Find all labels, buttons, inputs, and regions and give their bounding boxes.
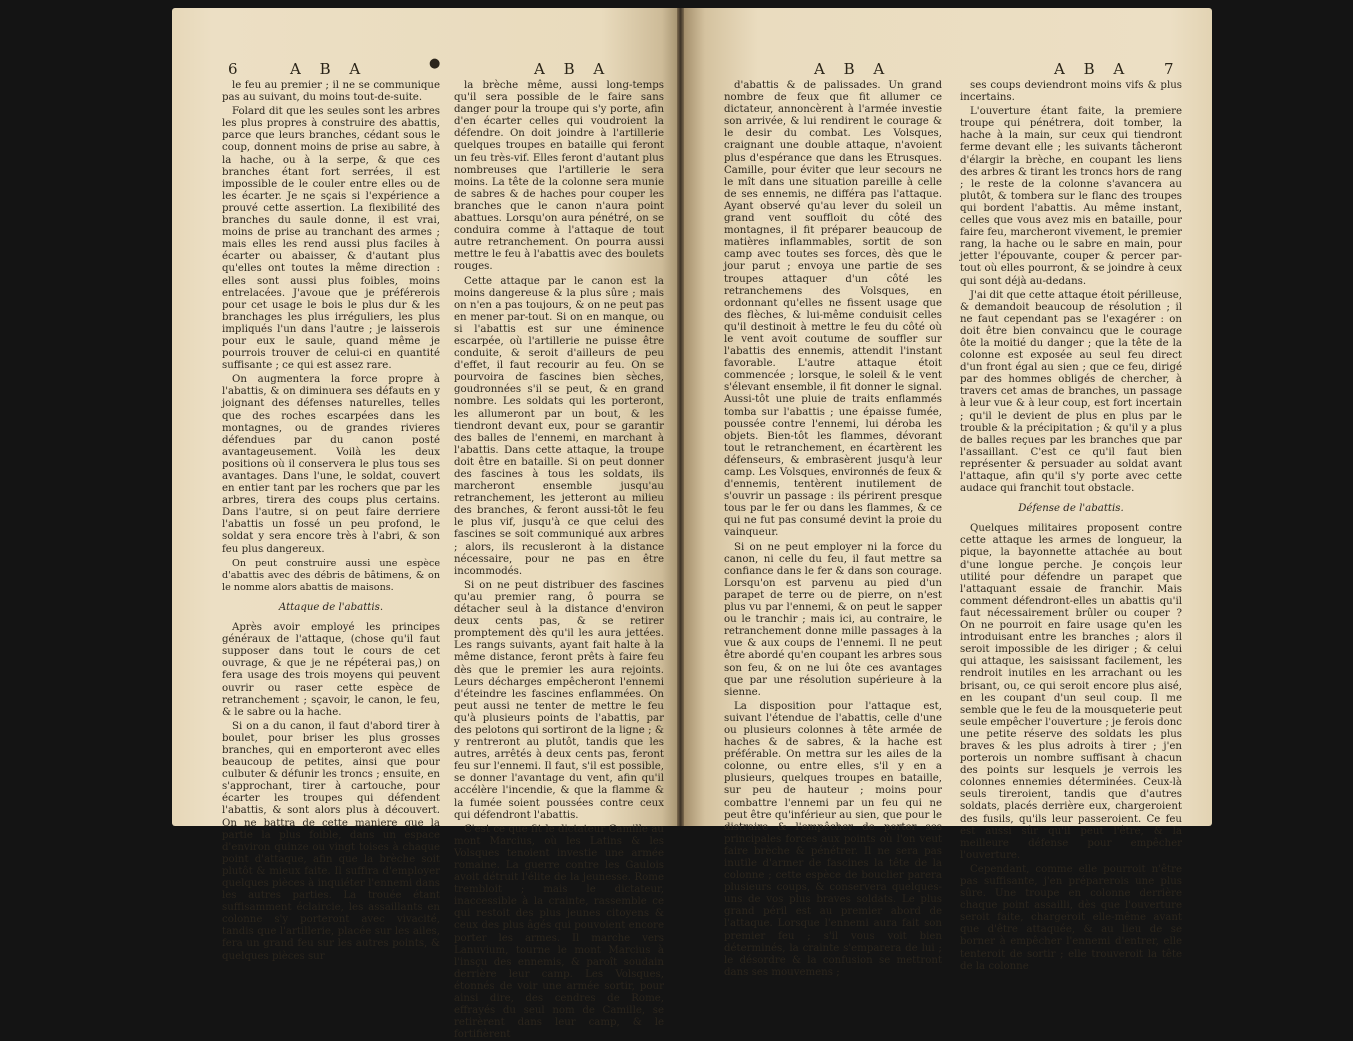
paragraph: Si on a du canon, il faut d'abord tirer à boulet, pour briser les plus grosses branches, qui en emporteront avec elles beaucoup de petites, ainsi que pour culbuter & défunir les troncs ; ensuite, en s'approchant, tirer à cartouche, pour écarter les troupes qui défendent l'abattis, & sont alors plus à découvert. On ne battra de cette maniere que la partie la plus foible, dans un espace d'environ quinze ou vingt toises à chaque point d'attaque, afin que la brèche soit plutôt & mieux faite. Il suffira d'employer quelques pièces à inquiéter l'ennemi dans les autres parties. La trouée étant suffisamment éclaircie, les assaillants en colonne s'y porteront avec vivacité, tandis que l'artillerie, placée sur les ailes, fera un grand feu sur les autres points, & quelques pièces sur <box>222 720 440 962</box>
section-heading: Attaque de l'abattis. <box>278 601 384 613</box>
text-column <box>454 80 664 1041</box>
text-column <box>222 80 440 962</box>
book-gutter <box>677 8 684 826</box>
running-head: A B A <box>290 60 368 78</box>
left-page <box>172 8 677 1041</box>
paragraph: Si on ne peut distribuer des fascines qu'au premier rang, ô pourra se détacher seul à la distance d'environ deux cents pas, & se retirer promptement dès qu'il les aura jettées. Les rangs suivants, ayant fait halte à la même distance, feront prêts à faire feu dès que le premier les aura rejoints. Leurs décharges empêcheront l'ennemi d'éteindre les fascines enflammées. On peut aussi ne tenter de mettre le feu qu'à plusieurs points de l'abattis, par des pelotons qui sortiront de la ligne ; & y rentreront au plutôt, tandis que les autres, arrêtés à deux cents pas, feront feu sur l'ennemi. Il faut, s'il est possible, se donner l'avantage du vent, afin qu'il accélère l'incendie, & que la flamme & la fumée soient poussées contre ceux qui défendront l'abattis. <box>454 579 664 821</box>
paragraph: C'est ce que fit le dictateur Camille au mont Marcius, où les Latins & les Volsques tenoient investie une armée romaine. La guerre contre les Gaulois avoit détruit l'élite de la jeunesse. Rome trembloit ; mais le dictateur, inaccessible à la crainte, rassemble ce qui restoit des plus jeunes citoyens & ceux des plus âgés qui pouvoient encore porter les armes. Il marche vers Lanuvium, tourne le mont Marcius à l'insçu des ennemis, & paroît soudain derrière leur camp. Les Volsques, étonnés de voir une armée sortir, pour ainsi dire, des cendres de Rome, effrayés du seul nom de Camille, se retirèrent dans leur camp, & le fortifièrent <box>454 823 664 1041</box>
paragraph: L'ouverture étant faite, la premiere troupe qui pénétrera, doit tomber, la hache à la main, sur ceux qui tiendront ferme devant elle ; les suivants tâcheront d'élargir la brèche, en coupant les liens des arbres & tirant les troncs hors de rang ; le reste de la colonne s'avancera au plutôt, & tombera sur le flanc des troupes qui bordent l'abattis. Au même instant, celles que vous avez mis en bataille, pour faire feu, marcheront vivement, le premier rang, la hache ou le sabre en main, pour jetter l'épouvante, couper & percer par-tout où elles pourront, & se joindre à ceux qui sont déjà au-dedans. <box>960 106 1182 287</box>
paragraph: la brèche même, aussi long-temps qu'il sera possible de le faire sans danger pour la troupe qui s'y porte, afin d'en écarter celles qui voudroient la défendre. On doit joindre à l'artillerie quelques troupes en bataille qui feront un feu très-vif. Elles feront d'autant plus nombreuses que l'artillerie le sera moins. La tête de la colonne sera munie de sabres & de haches pour couper les branches que le canon n'aura point abattues. Lorsqu'on aura pénétré, on se conduira comme à l'attaque de tout autre retranchement. On pourra aussi mettre le feu à l'abattis avec des boulets rouges. <box>454 80 664 273</box>
paragraph: d'abattis & de palissades. Un grand nombre de feux que fit allumer ce dictateur, annoncèrent à l'armée investie son arrivée, & lui rendirent le courage & le desir du combat. Les Volsques, craignant une double attaque, n'avoient plus d'espérance que dans les Etrusques. Camille, pour éviter que leur secours ne le mît dans une situation pareille à celle de ses ennemis, ne différa pas l'attaque. Ayant observé qu'au lever du soleil un grand vent souffloit du côté des montagnes, il fit préparer beaucoup de matières inflammables, sortit de son camp avec toutes ses forces, dès que le jour parut ; envoya une partie de ses troupes attaquer d'un côté les retranchemens des Volsques, en ordonnant qu'elles ne fissent usage que des flèches, & lui-même conduisit celles qu'il destinoit à mettre le feu du côté où le vent avoit coutume de souffler sur l'abattis des ennemis, attendit l'instant favorable. L'autre attaque étoit commencée ; lorsque, le soleil & le vent s'élevant ensemble, il fit donner le signal. Aussi-tôt une pluie de traits enflammés tomba sur l'abattis ; une épaisse fumée, poussée contre l'ennemi, lui déroba les objets. Bien-tôt les flammes, dévorant tout le retranchement, en écartèrent les défenseurs, & embrasèrent jusqu'à leur camp. Les Volsques, environnés de feux & d'ennemis, tentèrent inutilement de s'ouvrir un passage : ils périrent presque tous par le fer ou dans les flammes, & ce qui ne fut pas consumé devint la proie du vainqueur. <box>724 80 942 539</box>
paragraph: Si on ne peut employer ni la force du canon, ni celle du feu, il faut mettre sa confiance dans le fer & dans son courage. Lorsqu'on est parvenu au pied d'un parapet de terre ou de pierre, on n'est plus vu par l'ennemi, & on peut le sapper ou le tranchir ; mais ici, au contraire, le retranchement donne mille passages à la vue & aux coups de l'ennemi. Il ne peut être abordé qu'en coupant les arbres sous son feu, & on ne lui ôte ces avantages que par une résolution supérieure à la sienne. <box>724 541 942 698</box>
running-head: A B A <box>534 60 612 78</box>
paragraph: ses coups deviendront moins vifs & plus incertains. <box>960 80 1182 104</box>
page-number: 6 <box>228 60 238 78</box>
paragraph: On augmentera la force propre à l'abattis, & on diminuera ses défauts en y joignant des défenses naturelles, telles que des roches escarpées dans les montagnes, ou de grandes rivieres défendues par du canon posté avantageusement. Voilà les deux positions où il conservera le plus tous ses avantages. Dans l'une, le soldat, couvert en entier tant par les rochers que par les arbres, tirera des coups plus certains. Dans l'autre, si on peut faire derriere l'abattis un fossé un peu profond, le soldat y sera encore très à l'abri, & son feu plus dangereux. <box>222 374 440 555</box>
text-column <box>724 80 942 978</box>
paragraph: Quelques militaires proposent contre cette attaque les armes de longueur, la pique, la bayonnette attachée au bout d'une longue perche. Je conçois leur utilité pour défendre un parapet que l'attaquant essaie de franchir. Mais comment défendront-elles un abattis qu'il faut nécessairement brûler ou couper ? On ne pourroit en faire usage qu'en les introduisant entre les branches ; alors il seroit impossible de les diriger ; & celui qui attaque, les saisissant facilement, les rendroit inutiles en les arrachant ou les brisant, ou, ce qui seroit encore plus aisé, en les coupant d'un seul coup. Il me semble que le feu de la mousqueterie peut seule empêcher l'ouverture ; je ferois donc une petite réserve des soldats les plus braves & les plus adroits à tirer ; j'en porterois un nombre suffisant à chacun des points sur lesquels je verrois les colonnes ennemies déterminées. Ceux-là seuls tireroient, tandis que d'autres soldats, placés derrière eux, chargeroient des fusils, qu'ils leur passeroient. Ce feu est aussi sûr qu'il peut l'être, & la meilleure défense pour empêcher l'ouverture. <box>960 523 1182 861</box>
paragraph: Cette attaque par le canon est la moins dangereuse & la plus sûre ; mais on n'en a pas toujours, & on ne peut pas en mener par-tout. Si on en manque, ou si l'abattis est sur une éminence escarpée, où l'artillerie ne puisse être conduite, & seroit d'ailleurs de peu d'effet, il faut recourir au feu. On se pourvoira de fascines bien sèches, goudronnées s'il se peut, & en grand nombre. Les soldats qui les porteront, les allumeront par un bout, & les tiendront devant eux, pour se garantir des balles de l'ennemi, en marchant à l'abattis. Dans cette attaque, la troupe doit être en bataille. Si on peut donner des fascines à tous les soldats, ils marcheront ensemble jusqu'au retranchement, les jetteront au milieu des branches, & feront aussi-tôt le feu le plus vif, jusqu'à ce que celui des fascines se soit communiqué aux arbres ; alors, ils recusleront à la distance nécessaire, pour ne pas en être incommodés. <box>454 275 664 577</box>
right-page <box>684 8 1212 978</box>
paragraph: On peut construire aussi une espèce d'abattis avec des débris de bâtimens, & on le nomme alors abattis de maisons. <box>222 557 440 593</box>
ornament-icon: ● <box>429 56 441 71</box>
paragraph: Folard dit que les seules sont les arbres les plus propres à construire des abattis, parce que leurs branches, cédant sous le coup, donnent moins de prise au sabre, à la hache, ou à la serpe, & que ces branches étant fort serrées, il est impossible de le couler entre elles ou de les écarter. Je ne sçais si l'expérience a prouvé cette assertion. La flexibilité des branches du saule donne, il est vrai, moins de prise au tranchant des armes ; mais elles les rend aussi plus faciles à écarter ou abaisser, & d'autant plus qu'elles ont toutes la même direction : elles sont aussi plus foibles, moins entrelacées. J'avoue que je préférerois pour cet usage le bois le plus dur & les branchages les plus irréguliers, les plus impliqués l'un dans l'autre ; je laisserois pour eux le saule, quand même je pourrois trouver de celui-ci en quantité suffisante ; ce qui est assez rare. <box>222 106 440 372</box>
section-heading: Défense de l'abattis. <box>1018 503 1124 515</box>
book-spread <box>172 8 1212 1041</box>
page-number: 7 <box>1164 60 1174 78</box>
running-head: A B A <box>814 60 892 78</box>
paragraph: J'ai dit que cette attaque étoit périlleuse, & demandoit beaucoup de résolution ; il ne faut cependant pas se l'exagérer : on doit être bien convaincu que le courage ôte la moitié du danger ; que la tête de la colonne est exposée au seul feu direct d'un front égal au sien ; que ce feu, dirigé par des hommes obligés de chercher, à travers cet amas de branches, un passage à leur vue & à leur coup, est fort incertain ; qu'il le devient de plus en plus par le trouble & la précipitation ; & qu'il y a plus de balles reçues par les branches que par l'assaillant. C'est ce qu'il faut bien représenter & persuader au soldat avant l'attaque, afin qu'il s'y porte avec cette audace qui franchit tout obstacle. <box>960 289 1182 495</box>
paragraph: La disposition pour l'attaque est, suivant l'étendue de l'abattis, celle d'une ou plusieurs colonnes à tête armée de haches & de sabres, & la hache est préférable. On mettra sur les ailes de la colonne, ou entre elles, s'il y en a plusieurs, quelques troupes en bataille, sur peu de hauteur ; moins pour combattre l'ennemi par un feu qui ne peut être qu'inférieur au sien, que pour le distraire & l'empêcher de porter ses principales forces aux points où l'on veut faire brèche & pénétrer. Il ne sera pas inutile d'armer de fascines la tête de la colonne ; cette espèce de bouclier parera plusieurs coups, & conservera quelques-uns de vos plus braves soldats. Le plus grand péril est au premier abord de l'attaque. Lorsque l'ennemi aura fait son premier feu ; s'il vous voit bien déterminés, la crainte s'emparera de lui ; le désordre & la confusion se mettront dans ses mouvemens ; <box>724 700 942 978</box>
text-column <box>960 80 1182 972</box>
paragraph: le feu au premier ; il ne se communique pas au suivant, du moins tout-de-suite. <box>222 80 440 104</box>
paragraph: Après avoir employé les principes généraux de l'attaque, (chose qu'il faut supposer dans tout le cours de cet ouvrage, & que je ne répéterai pas,) on fera usage des trois moyens qui peuvent ouvrir ou raser cette espèce de retranchement ; sçavoir, le canon, le feu, & le sabre ou la hache. <box>222 622 440 718</box>
running-head: A B A <box>1054 60 1132 78</box>
paragraph: Cependant, comme elle pourroit n'être pas suffisante, j'en préparerois une plus sûre. Une troupe en colonne derrière chaque point assailli, dès que l'ouverture seroit faite, chargeroit elle-même avant que d'être attaquée, & au lieu de se borner à empêcher l'ennemi d'entrer, elle tenteroit de sortir ; elle trouveroit la tête de la colonne <box>960 863 1182 972</box>
